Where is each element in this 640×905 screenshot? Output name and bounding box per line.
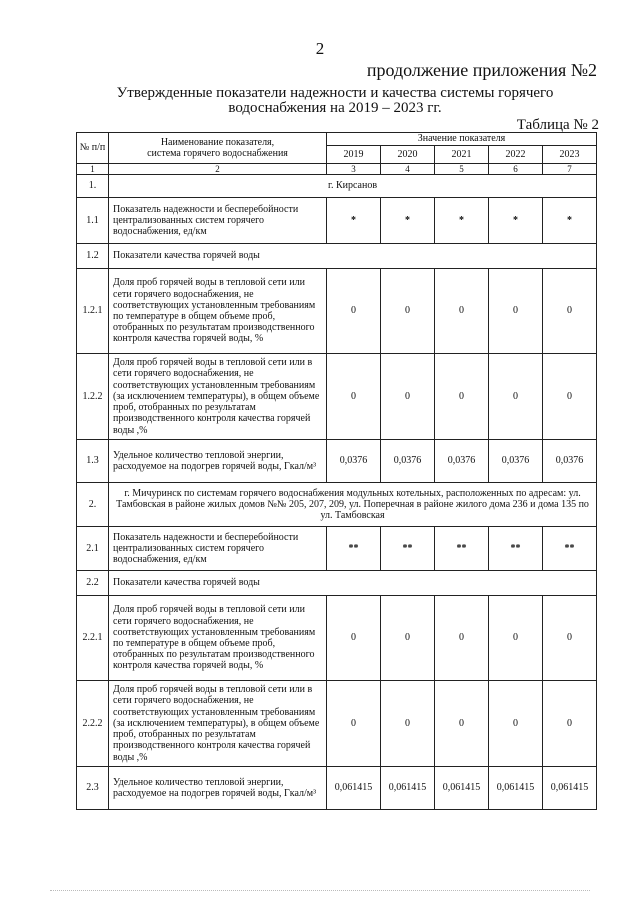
section-num: 2.	[77, 483, 109, 527]
row-value: 0	[543, 269, 597, 354]
section-num: 1.	[77, 175, 109, 198]
row-value: 0,0376	[543, 440, 597, 483]
row-value: **	[327, 527, 381, 571]
row-name: Доля проб горячей воды в тепловой сети или в сети горячего водоснабжения, не соответствующих установленным требованиям (за исключением температуры), в общем объеме проб, отобранных по результатам производственного контроля качества горячей воды ,%	[109, 354, 327, 440]
row-value: *	[489, 198, 543, 244]
table-row	[77, 198, 597, 244]
row-value: *	[381, 198, 435, 244]
index-cell: 4	[381, 164, 435, 175]
title-line-2: водоснабжения на 2019 – 2023 гг.	[228, 100, 442, 116]
row-value: 0,061415	[435, 767, 489, 810]
row-value: 0	[489, 354, 543, 440]
row-value: 0	[381, 596, 435, 681]
row-value: 0	[381, 354, 435, 440]
row-value: 0,061415	[543, 767, 597, 810]
title-line-1: Утвержденные показатели надежности и качества системы горячего	[116, 85, 554, 101]
index-cell: 1	[77, 164, 109, 175]
row-value: *	[327, 198, 381, 244]
row-value: 0	[543, 596, 597, 681]
section-city: г. Мичуринск по системам горячего водоснабжения модульных котельных, расположенных по адресам: ул. Тамбовская в районе жилых домов №№ 205, 207, 209, ул. Поперечная в районе жилого дома 236 и дома 135 по ул. Тамбовская	[109, 483, 597, 527]
row-value: 0,0376	[435, 440, 489, 483]
table-row	[77, 527, 597, 571]
row-num: 2.2	[77, 571, 109, 596]
row-value: **	[543, 527, 597, 571]
row-value: *	[435, 198, 489, 244]
row-name: Доля проб горячей воды в тепловой сети или сети горячего водоснабжения, не соответствующих установленным требованиям по температуре в общем объеме проб, отобранных по результатам производственного контроля качества горячей воды, %	[109, 269, 327, 354]
row-value: 0	[327, 354, 381, 440]
header-num: № п/п	[77, 133, 109, 164]
row-value: 0	[489, 681, 543, 767]
row-value: *	[543, 198, 597, 244]
row-value: **	[435, 527, 489, 571]
row-value: **	[381, 527, 435, 571]
row-num: 2.3	[77, 767, 109, 810]
row-value: 0,061415	[327, 767, 381, 810]
row-name: Удельное количество тепловой энергии, расходуемое на подогрев горячей воды, Гкал/м³	[109, 767, 327, 810]
header-year: 2021	[435, 146, 489, 164]
row-num: 1.1	[77, 198, 109, 244]
row-name: Показатель надежности и бесперебойности централизованных систем горячего водоснабжения, ед/км	[109, 198, 327, 244]
header-name	[109, 133, 327, 164]
header-year: 2022	[489, 146, 543, 164]
index-cell: 5	[435, 164, 489, 175]
row-name: Доля проб горячей воды в тепловой сети или в сети горячего водоснабжения, не соответствующих установленным требованиям (за исключением температуры), в общем объеме проб, отобранных по результатам производственного контроля качества горячей воды ,%	[109, 681, 327, 767]
header-value: Значение показателя	[327, 133, 597, 146]
table-row	[77, 269, 597, 354]
row-value: 0	[435, 269, 489, 354]
document-title	[100, 86, 570, 116]
index-cell: 7	[543, 164, 597, 175]
row-value: 0	[543, 354, 597, 440]
scan-footer-line	[50, 890, 590, 892]
header-year: 2023	[543, 146, 597, 164]
index-cell: 3	[327, 164, 381, 175]
row-value: 0	[435, 596, 489, 681]
row-num: 2.2.2	[77, 681, 109, 767]
row-value: 0,0376	[327, 440, 381, 483]
table-row	[77, 354, 597, 440]
row-value: 0	[435, 354, 489, 440]
table-row	[77, 681, 597, 767]
index-cell: 6	[489, 164, 543, 175]
table-row	[77, 596, 597, 681]
appendix-continuation: продолжение приложения №2	[366, 60, 597, 80]
row-value: **	[489, 527, 543, 571]
row-num: 1.3	[77, 440, 109, 483]
table-label: Таблица № 2	[516, 117, 599, 133]
header-name-line-1: Наименование показателя,	[160, 136, 275, 148]
table-row	[77, 440, 597, 483]
table-row	[77, 767, 597, 810]
header-year: 2020	[381, 146, 435, 164]
row-num: 1.2.2	[77, 354, 109, 440]
row-name: Удельное количество тепловой энергии, расходуемое на подогрев горячей воды, Гкал/м³	[109, 440, 327, 483]
row-value: 0	[435, 681, 489, 767]
row-name: Доля проб горячей воды в тепловой сети или сети горячего водоснабжения, не соответствующих установленным требованиям по температуре в общем объеме проб, отобранных по результатам производственного контроля качества горячей воды, %	[109, 596, 327, 681]
table-row	[77, 244, 597, 269]
row-num: 2.1	[77, 527, 109, 571]
indicators-table	[76, 132, 597, 810]
row-value: 0	[489, 596, 543, 681]
row-name: Показатели качества горячей воды	[109, 244, 597, 269]
page-number: 2	[315, 39, 325, 58]
row-value: 0,0376	[381, 440, 435, 483]
header-name-line-2: система горячего водоснабжения	[147, 148, 288, 159]
row-value: 0,061415	[381, 767, 435, 810]
row-value: 0,0376	[489, 440, 543, 483]
row-value: 0	[489, 269, 543, 354]
row-value: 0	[381, 681, 435, 767]
row-num: 1.2.1	[77, 269, 109, 354]
section-city: г. Кирсанов	[109, 175, 597, 198]
row-num: 2.2.1	[77, 596, 109, 681]
row-value: 0	[327, 681, 381, 767]
row-value: 0	[543, 681, 597, 767]
row-value: 0	[327, 596, 381, 681]
row-value: 0,061415	[489, 767, 543, 810]
row-name: Показатели качества горячей воды	[109, 571, 597, 596]
table-row	[77, 571, 597, 596]
row-num: 1.2	[77, 244, 109, 269]
header-year: 2019	[327, 146, 381, 164]
row-value: 0	[381, 269, 435, 354]
row-name: Показатель надежности и бесперебойности централизованных систем горячего водоснабжения, ед/км	[109, 527, 327, 571]
row-value: 0	[327, 269, 381, 354]
index-cell: 2	[109, 164, 327, 175]
